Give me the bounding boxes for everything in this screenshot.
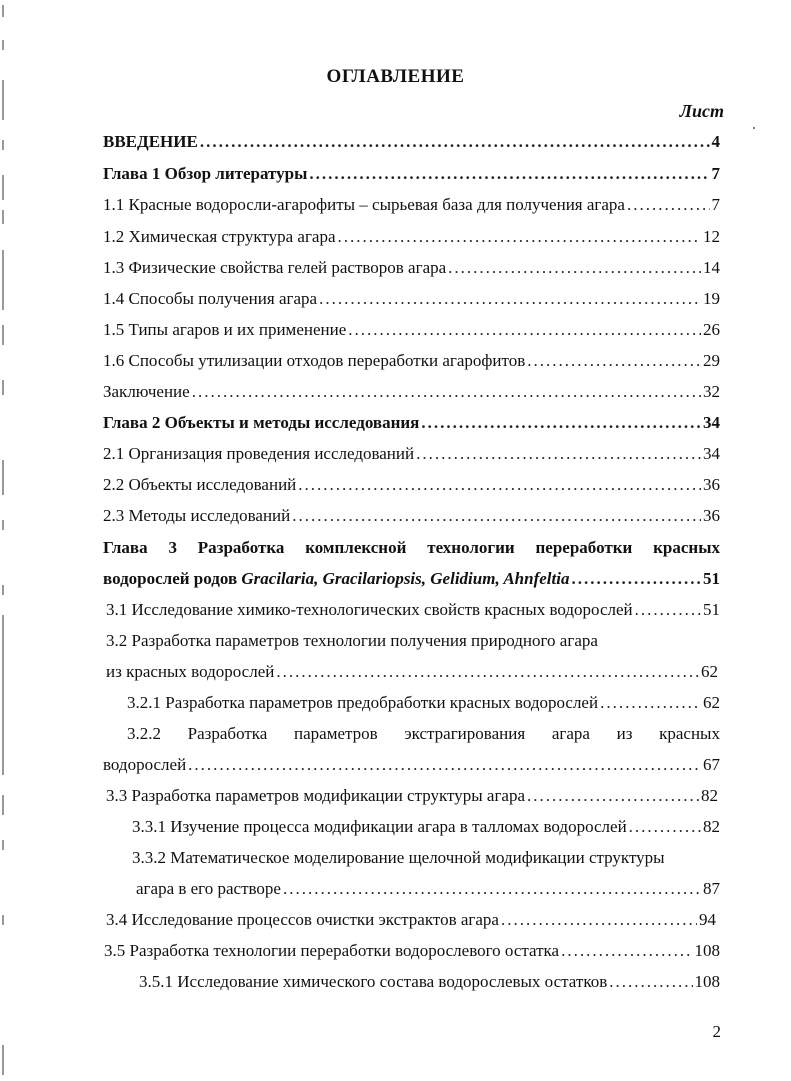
- toc-3-2-2-line1[interactable]: 3.2.2 Разработка параметров экстрагирования агара из красных: [127, 724, 720, 743]
- toc-chapter3-line2[interactable]: водорослей родов Gracilaria, Gracilariopsis, Gelidium, Ahnfeltia ..... 51: [103, 568, 720, 590]
- toc-entry[interactable]: водорослей ..... 67: [103, 754, 720, 776]
- toc-entry[interactable]: Глава 2 Объекты и методы исследования ..... 34: [103, 412, 720, 434]
- toc-entry[interactable]: 1.5 Типы агаров и их применение ..... 26: [103, 319, 720, 341]
- page-number: 2: [712, 1022, 721, 1041]
- toc-entry[interactable]: 3.3.1 Изучение процесса модификации агара в талломах водорослей ..... 82: [132, 816, 720, 838]
- toc-entry[interactable]: 1.4 Способы получения агара ..... 19: [103, 288, 720, 310]
- toc-entry[interactable]: агара в его растворе ..... 87: [136, 878, 720, 900]
- toc-entry[interactable]: Глава 1 Обзор литературы ..... 7: [103, 163, 720, 185]
- toc-entry[interactable]: 1.3 Физические свойства гелей растворов агара ..... 14: [103, 257, 720, 279]
- toc-entry[interactable]: 3.2.1 Разработка параметров предобработки красных водорослей ..... 62: [127, 692, 720, 714]
- toc-entry[interactable]: 3.3 Разработка параметров модификации структуры агара ..... 82: [106, 785, 718, 807]
- toc-entry[interactable]: 2.3 Методы исследований ..... 36: [103, 505, 720, 527]
- toc-entry[interactable]: 1.6 Способы утилизации отходов переработки агарофитов ..... 29: [103, 350, 720, 372]
- toc-entry[interactable]: из красных водорослей ..... 62: [106, 661, 718, 683]
- page-title: ОГЛАВЛЕНИЕ: [326, 66, 465, 87]
- toc-entry[interactable]: 1.1 Красные водоросли-агарофиты – сырьевая база для получения агара ..... 7: [103, 194, 720, 216]
- toc-entry[interactable]: 2.2 Объекты исследований ..... 36: [103, 474, 720, 496]
- toc-chapter3-line1[interactable]: Глава 3 Разработка комплексной технологии переработки красных: [103, 538, 720, 557]
- toc-entry[interactable]: ВВЕДЕНИЕ ..... 4: [103, 131, 720, 153]
- sheet-column-label: Лист: [679, 101, 724, 121]
- toc-entry[interactable]: 3.5.1 Исследование химического состава водорослевых остатков ..... 108: [139, 971, 720, 993]
- toc-entry[interactable]: 1.2 Химическая структура агара ..... 12: [103, 226, 720, 248]
- genera-names: Gracilaria, Gracilariopsis, Gelidium, Ahnfeltia: [241, 569, 570, 588]
- toc-entry[interactable]: 3.1 Исследование химико-технологических свойств красных водорослей ..... 51: [106, 599, 720, 621]
- toc-entry[interactable]: 2.1 Организация проведения исследований ..... 34: [103, 443, 720, 465]
- toc-3-2-line1[interactable]: 3.2 Разработка параметров технологии получения природного агара: [106, 631, 598, 650]
- toc-3-3-2-line1[interactable]: 3.3.2 Математическое моделирование щелочной модификации структуры: [132, 848, 665, 867]
- toc-entry[interactable]: 3.5 Разработка технологии переработки водорослевого остатка ..... 108: [104, 940, 720, 962]
- toc-entry[interactable]: 3.4 Исследование процессов очистки экстрактов агара ..... 94: [106, 909, 716, 931]
- toc-entry[interactable]: Заключение ..... 32: [103, 381, 720, 403]
